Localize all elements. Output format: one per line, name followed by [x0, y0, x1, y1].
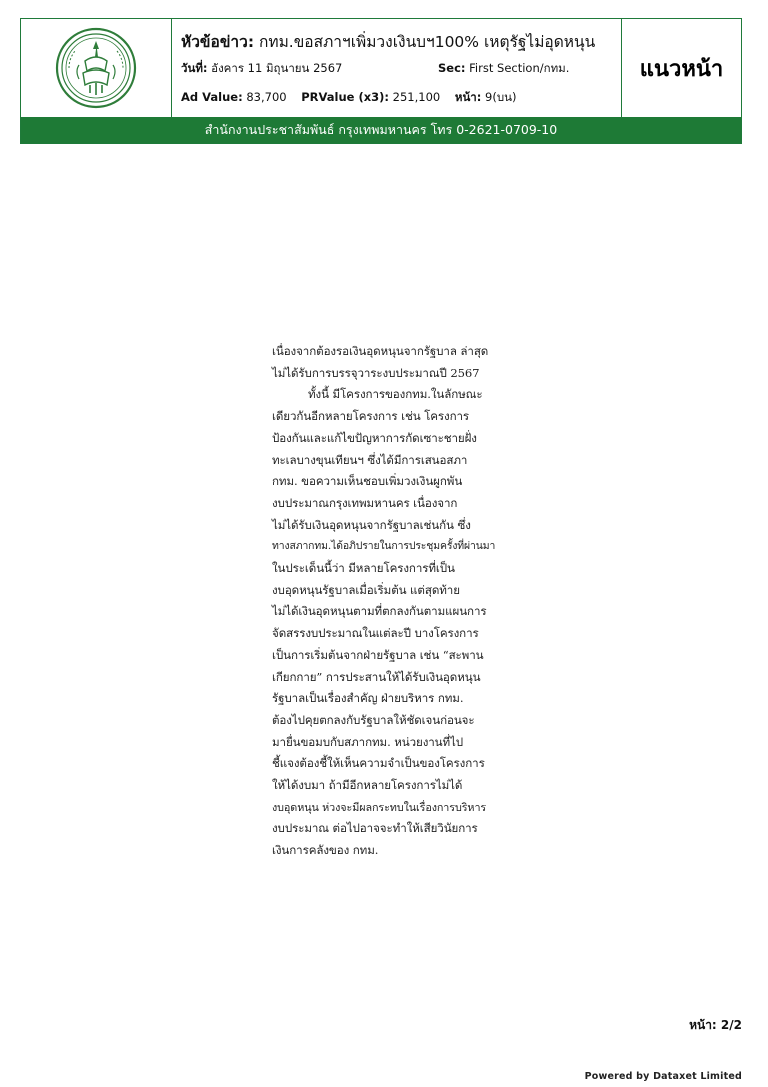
article-line: ในประเด็นนี้ว่า มีหลายโครงการที่เป็น: [272, 561, 455, 576]
sec-value: First Section/กทม.: [469, 61, 570, 75]
article-line: เนื่องจากต้องรอเงินอุดหนุนจากรัฐบาล ล่าสุด: [272, 344, 489, 358]
article-body: [272, 341, 517, 862]
pr-value: 251,100: [392, 90, 441, 104]
article-line: งบประมาณ ต่อไปอาจจะทำให้เสียวินัยการ: [272, 821, 478, 836]
article-line: กทม. ขอความเห็นชอบเพิ่มวงเงินผูกพัน: [272, 474, 463, 489]
article-line: เงินการคลังของ กทม.: [272, 843, 379, 858]
office-contact-text: สำนักงานประชาสัมพันธ์ กรุงเทพมหานคร โทร 0-2621-0709-10: [204, 122, 558, 137]
newspaper-name: แนวหน้า: [639, 56, 724, 82]
article-line: เดียวกันอีกหลายโครงการ เช่น โครงการ: [272, 409, 470, 424]
pr-value-label: PRValue (x3):: [301, 90, 390, 104]
article-line: ไม่ได้รับการบรรจุวาระงบประมาณปี 2567: [272, 365, 480, 380]
value-row: [181, 89, 516, 107]
meta-cell: [172, 19, 622, 117]
ad-value-label: Ad Value:: [181, 90, 243, 104]
article-line: มายื่นขอมบกับสภากทม. หน่วยงานที่ไป: [272, 734, 464, 749]
article-line: รัฐบาลเป็นเรื่องสำคัญ ฝ่ายบริหาร กทม.: [272, 691, 464, 706]
clipping-header: [20, 18, 742, 144]
office-contact-bar: [21, 117, 741, 143]
article-line: ให้ได้งบมา ถ้ามีอีกหลายโครงการไม่ได้: [272, 778, 463, 793]
headline: [181, 29, 595, 54]
article-line: ไม่ได้เงินอุดหนุนตามที่ตกลงกันตามแผนการ: [272, 604, 487, 619]
article-line: ทางสภากทม.ได้อภิปรายในการประชุมครั้งที่ผ่านมา: [272, 540, 496, 553]
powered-by-credit: Powered by Dataxet Limited: [584, 1071, 742, 1082]
article-line: ทั้งนี้ มีโครงการของกทม.ในลักษณะ: [308, 387, 483, 402]
page-value: 9(บน): [485, 90, 517, 104]
article-line: ต้องไปคุยตกลงกับรัฐบาลให้ชัดเจนก่อนจะ: [272, 712, 475, 727]
article-line: เกียกกาย” การประสานให้ได้รับเงินอุดหนุน: [272, 669, 481, 684]
bangkok-seal-logo: [55, 27, 137, 109]
date-row: [181, 60, 570, 78]
article-line: งบประมาณกรุงเทพมหานคร เนื่องจาก: [272, 495, 458, 510]
article-line: งบอุดหนุนรัฐบาลเมื่อเริ่มต้น แต่สุดท้าย: [272, 582, 460, 597]
sec-label: Sec:: [438, 61, 466, 75]
section-info: [438, 60, 569, 78]
headline-label: หัวข้อข่าว:: [181, 33, 255, 51]
page-number: หน้า: 2/2: [689, 1018, 742, 1032]
ad-value: 83,700: [246, 90, 287, 104]
date-value: อังคาร 11 มิถุนายน 2567: [211, 61, 343, 75]
date-label: วันที่:: [181, 61, 208, 75]
article-line: ชี้แจงต้องชี้ให้เห็นความจำเป็นของโครงการ: [272, 756, 485, 771]
logo-cell: [21, 19, 172, 117]
article-line: จัดสรรงบประมาณในแต่ละปี บางโครงการ: [272, 626, 479, 641]
article-line: ไม่ได้รับเงินอุดหนุนจากรัฐบาลเช่นกัน ซึ่ง: [272, 517, 471, 532]
newspaper-name-cell: [622, 19, 741, 117]
headline-text: กทม.ขอสภาฯเพิ่มวงเงินบฯ100% เหตุรัฐไม่อุดหนุน: [258, 33, 596, 51]
page-label: หน้า:: [454, 90, 482, 104]
article-line: งบอุดหนุน ห่วงจะมีผลกระทบในเรื่องการบริหาร: [272, 800, 487, 814]
article-line: ป้องกันและแก้ไขปัญหาการกัดเซาะชายฝั่ง: [272, 430, 477, 445]
article-line: เป็นการเริ่มต้นจากฝ่ายรัฐบาล เช่น “สะพาน: [272, 647, 484, 662]
article-line: ทะเลบางขุนเทียนฯ ซึ่งได้มีการเสนอสภา: [272, 452, 468, 467]
